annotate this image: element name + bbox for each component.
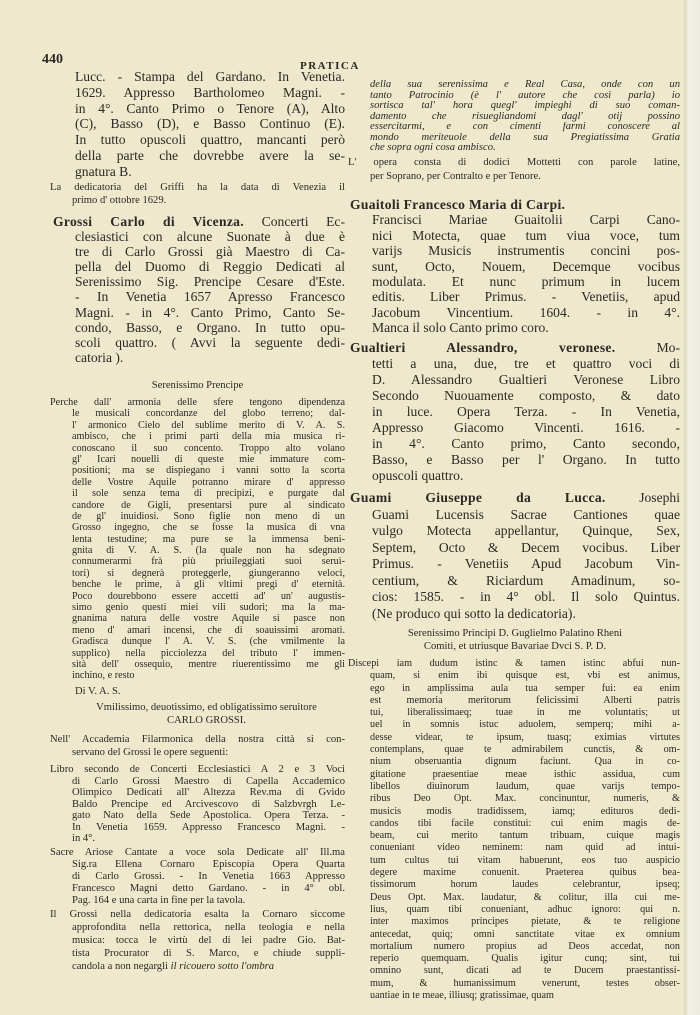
line-text: Manca il solo Canto primo coro.	[372, 320, 549, 336]
text-line	[72, 579, 345, 590]
text-line	[372, 606, 680, 623]
line-text: mortalium numero propius ad Deos accedat, non	[370, 940, 680, 952]
text-line	[372, 212, 680, 227]
line-text: Il Grossi nella dedicatoria esalta la Cornaro siccome	[50, 909, 345, 920]
line-text: Guami Lucensis Sacrae Cantiones quae	[372, 506, 680, 522]
text-line	[72, 822, 345, 834]
line-text: inchino, e resto	[72, 670, 135, 682]
line-text: tetti a una, due, tre et quattro voci di	[372, 356, 680, 371]
line-text: nici Motecta, quae tum viua voce, tum	[372, 227, 680, 243]
text-line	[370, 842, 680, 854]
text-line	[370, 818, 680, 830]
text-line	[72, 921, 345, 934]
line-text: est memoria meritorum felicissimi Alberti patris	[370, 694, 680, 706]
text-line	[370, 143, 680, 154]
line-text: damento che risuegliandomi dagl' otij possino	[370, 111, 680, 122]
page-number: 440	[42, 52, 63, 67]
line-text: Olimpico Dedicati all' Altezza Rev.ma di Gvido	[72, 787, 345, 798]
text-line	[72, 613, 345, 624]
text-line	[372, 404, 680, 420]
line-text: nium obseruantia dignum faciunt. Qua in co-	[370, 756, 680, 768]
line-text: catoria ).	[75, 349, 124, 365]
text-line	[72, 895, 345, 907]
text-line	[50, 847, 345, 859]
text-line	[370, 769, 680, 781]
line-text: Jacobum Vincentium. 1604. - in 4°.	[372, 304, 680, 320]
text-line	[75, 335, 345, 350]
text-line	[370, 867, 680, 879]
text-line	[372, 259, 680, 274]
text-line	[370, 892, 680, 904]
entry-guami	[350, 490, 680, 622]
line-text: contemplans, quae te admirabilem cunctis, & om-	[370, 744, 680, 756]
entry-gualtieri	[350, 340, 680, 484]
text-line	[350, 627, 680, 640]
line-text: inter maximos principes pietate, & te religione	[370, 916, 680, 928]
line-text: Comiti, et utriusque Bavariae Dvci S. P. D.	[423, 641, 607, 652]
line-text: candore de Gigli, presentarsi pure al sindicato	[72, 499, 345, 511]
entry-guaitoli	[350, 197, 680, 336]
line-text: connumerarmi frà più priuileggiati suoi serui-	[72, 556, 345, 568]
text-line	[372, 589, 680, 606]
text-line	[370, 781, 680, 793]
text-line	[370, 830, 680, 842]
text-line	[75, 69, 345, 85]
text-line	[75, 164, 345, 180]
dedication-closing	[75, 685, 275, 698]
line-text: Perche dall' armonia delle sfere tengono dipendenza	[50, 397, 345, 408]
line-text: clesiastici con alcune Suonate à due è	[75, 229, 345, 245]
text-line	[370, 904, 680, 916]
line-text: reperio quemquam. Qualis igitur cunq; sint, tui	[370, 953, 680, 965]
line-text: uantiae in te meae, illiusq; gratissimae, quam	[370, 990, 554, 1002]
text-line	[372, 228, 680, 243]
text-line	[53, 214, 345, 229]
text-line	[72, 810, 345, 822]
line-text: in 4°. Canto primo, Canto secondo,	[372, 436, 680, 451]
text-line	[372, 372, 680, 388]
text-line	[72, 591, 345, 602]
line-text: centium, & Riciardum Amadinum, so-	[372, 572, 680, 588]
line-text: Discepi iam dudum istinc & tamen istinc abfui nun-	[348, 658, 680, 669]
text-line	[75, 132, 345, 148]
line-text: beam, cui merito tantum tribuam, cuique magis	[370, 830, 680, 842]
line-text: - In Venetia 1657 Apresso Francesco	[75, 289, 345, 305]
text-line	[68, 714, 345, 727]
line-text: tori) si degnerà proteggerle, giungeranno veloci,	[72, 567, 345, 579]
text-line	[372, 388, 680, 404]
text-line	[72, 465, 345, 476]
text-line	[372, 556, 680, 573]
text-line	[72, 636, 345, 647]
line-text: In tutto opuscoli quattro, mancanti però	[75, 132, 345, 148]
line-text: vulgo Motecta appellantur, Quinque, Sex,	[372, 523, 680, 538]
text-line	[350, 490, 680, 507]
text-line	[370, 170, 680, 184]
line-text: Poco dourebbono essere accetti ad' un' augustis-	[72, 590, 345, 602]
text-line	[370, 122, 680, 133]
text-line	[72, 511, 345, 522]
text-line	[50, 764, 345, 776]
line-text: tanto Patrocinio (è l' autore che così parla) io	[370, 90, 680, 101]
running-head: PRATICA	[300, 60, 360, 72]
line-text: (Ne produco qui sotto la dedicatoria).	[372, 605, 576, 621]
line-text: tum cultus tui vitam habuerunt, eos tuo auspicio	[370, 854, 680, 866]
text-line	[370, 133, 680, 144]
text-line	[75, 101, 345, 117]
line-text: in 4°. Canto Primo o Tenore (A), Alto	[75, 100, 345, 116]
text-line	[68, 701, 345, 714]
text-line	[72, 934, 345, 947]
text-line	[72, 477, 345, 488]
note-opera-consta	[348, 156, 680, 184]
text-line	[372, 320, 680, 335]
entry-heading: Gualtieri Alessandro, veronese.	[350, 340, 616, 355]
line-text: scoli quattro. ( Avvi la seguente dedi-	[75, 334, 345, 350]
line-text: Lucc. - Stampa del Gardano. In Venetia.	[75, 69, 345, 84]
line-text: tista Procurator di S. Marco, e chiude suppli-	[72, 948, 345, 959]
text-line	[72, 648, 345, 659]
text-line	[72, 522, 345, 533]
text-line	[72, 947, 345, 960]
text-line	[50, 379, 345, 392]
text-line	[370, 941, 680, 953]
text-line	[50, 397, 345, 408]
text-line	[72, 833, 345, 845]
line-text: gnanima natura delle vostre Aquile si pasce non	[72, 613, 345, 625]
line-text: Appresso Giacomo Vincenti. 1616. -	[372, 420, 680, 435]
text-line	[72, 454, 345, 465]
line-text: il sole senza tema di precipizi, e purgate dal	[72, 488, 345, 500]
line-text: conoscano il suo concento. Troppo alto volano	[72, 442, 345, 454]
line-text: condo, Basso, e Organo. In tutto opu-	[75, 319, 345, 335]
dedication-salutation	[50, 379, 345, 392]
line-text: Deus Opt. Max. laudatur, & colitur, illa cui me-	[370, 891, 680, 903]
line-text: gato Nato della Sede Apostolica. Opera Terza. -	[72, 810, 345, 821]
line-text: opuscoli quattro.	[372, 468, 464, 483]
text-line	[370, 695, 680, 707]
line-text: ribus Deo Opt. Max. concinuntur, numeris, &	[370, 793, 680, 805]
text-line	[72, 443, 345, 454]
text-line	[75, 259, 345, 274]
line-text: de gl' inuidiosi. Sono figlie non meno di un	[72, 510, 345, 522]
text-line	[372, 573, 680, 590]
line-text: tissimorum horum laudes celebrantur, ipseq;	[370, 879, 680, 891]
line-text: Francesco Magni detto Gardano. - in 4° obl.	[72, 883, 345, 894]
line-text: che sopra ogni cosa ambisco.	[370, 143, 496, 153]
text-line	[72, 871, 345, 883]
entry-heading: Guaitoli Francesco Maria di Carpi.	[350, 197, 566, 212]
line-text: gnita di V. A. S. (la quale non ha sdegnato	[72, 545, 345, 557]
text-line	[75, 274, 345, 289]
dedication-text	[50, 397, 345, 682]
text-line	[370, 855, 680, 867]
text-line	[372, 305, 680, 320]
note-accademia	[50, 733, 345, 760]
line-text: omnino sunt, dicati ad te Ducem praestantissi-	[370, 965, 680, 977]
text-line	[370, 719, 680, 731]
text-line	[75, 116, 345, 132]
line-text: di Carlo Grossi Maestro di Capella Accademico	[72, 775, 345, 787]
line-text: modulata. Et nunc primum in lucem	[372, 273, 680, 289]
dedication-signature	[68, 701, 345, 727]
text-line	[72, 659, 345, 670]
line-text: simo genio questi miei vili sudori; ma la ma-	[72, 602, 345, 614]
text-line	[350, 340, 680, 356]
line-text: antecedat, quiq; omni sanctitate vitae ex omnium	[370, 928, 680, 940]
text-line	[72, 787, 345, 799]
text-line	[75, 148, 345, 164]
line-text: lenta testudine; ma pure se la immensa beni-	[72, 533, 345, 545]
text-line	[370, 80, 680, 91]
line-text: Serenissimo Prencipe	[151, 380, 244, 391]
line-text: musica: tocca le virtù del di lei padre Gio. Bat-	[72, 935, 345, 946]
text-line	[372, 274, 680, 289]
line-text: (C), Basso (D), e Basso Continuo (E).	[75, 116, 345, 132]
line-text: varijs Musicis instrumentis concini pos-	[372, 243, 680, 259]
text-line	[50, 733, 345, 746]
line-text: positioni; ma se dispiegano i vanni sotto la scorta	[72, 465, 345, 477]
text-line	[348, 658, 680, 670]
line-text: primo d' ottobre 1629.	[72, 195, 167, 206]
line-text: uel in somnis istuc aduolem, semperq; mihi a-	[370, 719, 680, 731]
line-text: Josephi	[639, 490, 680, 505]
text-line	[75, 85, 345, 101]
page-edge	[684, 0, 700, 1015]
text-line	[370, 793, 680, 805]
line-text: pella del Duomo di Reggio Dedicati al	[75, 259, 345, 275]
text-line	[372, 468, 680, 484]
line-text: Magni. - in 4°. Canto Primo, Canto Se-	[75, 304, 345, 320]
line-text: sunt, Octo, Nouem, Decemque vocibus	[372, 258, 680, 274]
line-text: La dedicatoria del Griffi ha la data di Venezia il	[50, 182, 345, 193]
line-text: Secondo Nuouamente composto, & dato	[372, 388, 680, 403]
text-line	[72, 534, 345, 545]
text-line	[372, 420, 680, 436]
text-line	[372, 452, 680, 468]
line-text: Concerti Ec-	[261, 214, 345, 229]
text-line	[370, 670, 680, 682]
line-text: quam, si enim ibi quisque est, vbi est animus,	[370, 670, 680, 682]
line-text: Baldo Prencipe ed Arcivescovo di Salzbvrgh Le-	[72, 798, 345, 810]
text-line	[372, 507, 680, 524]
line-text: Sacre Ariose Cantate a voce sola Dedicate all' Ill.ma	[50, 847, 345, 858]
line-text: per Soprano, per Contralto e per Tenore.	[370, 171, 541, 182]
text-line	[72, 556, 345, 567]
text-line	[372, 243, 680, 258]
line-text: l' armonico Cielo del sublime merito di V. A. S.	[72, 419, 345, 431]
text-line	[370, 978, 680, 990]
line-text: di Carlo Grossi. - In Venetia 1663 Appresso	[72, 871, 345, 882]
text-line	[370, 929, 680, 941]
line-text: Pag. 164 e una carta in fine per la tavola.	[72, 895, 246, 906]
line-text: candos tibi facile constitui: cui enim magis de-	[370, 817, 680, 829]
text-line	[370, 990, 680, 1002]
line-text: In Venetia 1659. Appresso Francesco Magni. -	[72, 821, 345, 833]
line-text: delle Vostre Aquile potranno mirare d' appresso	[72, 476, 345, 488]
text-line	[72, 960, 345, 973]
text-line	[72, 602, 345, 613]
line-text: approfondita nella rettorica, nella teologia e nella	[72, 922, 345, 933]
line-text: Grosso ingegno, che se fosse la musica di vna	[72, 522, 345, 534]
line-text: candola a non negargli	[72, 961, 168, 972]
text-line	[72, 883, 345, 895]
entry-grossi	[53, 214, 345, 365]
line-text: musicis modis tradidissem, iamq; edituros dedi-	[370, 805, 680, 817]
text-line	[372, 289, 680, 304]
line-text: cios: 1585. - in 4° obl. Il solo Quintus.	[372, 589, 680, 604]
text-line	[75, 685, 275, 698]
text-line	[370, 953, 680, 965]
text-line	[372, 436, 680, 452]
text-line	[72, 194, 345, 207]
text-line	[372, 540, 680, 557]
line-text: D. Alessandro Gualtieri Veronese Libro	[372, 372, 680, 387]
text-line	[50, 181, 345, 194]
text-line	[75, 305, 345, 320]
line-text: Basso, e Basso per l' Organo. In tutto	[372, 452, 680, 467]
text-line	[72, 488, 345, 499]
text-line	[72, 799, 345, 811]
text-line	[75, 244, 345, 259]
text-line	[370, 112, 680, 123]
work-libro-secondo	[50, 764, 345, 845]
line-text: in luce. Opera Terza. - In Venetia,	[372, 404, 680, 419]
text-line	[50, 908, 345, 921]
line-text: Primus. - Venetiis Apud Jacobum Vin-	[372, 556, 680, 571]
line-text: libellos diuinorum laudum, quae varijs tempo-	[370, 780, 680, 792]
line-text: ambisco, che i primi parti della mia musica ri-	[72, 431, 345, 443]
text-line	[72, 859, 345, 871]
line-text: Libro secondo de Concerti Ecclesiastici A 2 e 3 Voci	[50, 764, 345, 775]
text-line	[75, 350, 345, 365]
line-text: servano del Grossi le opere seguenti:	[72, 747, 229, 759]
line-text: gnatura B.	[75, 163, 132, 179]
text-line	[72, 746, 345, 759]
line-text: Mo-	[656, 340, 680, 355]
line-text: ego in amplissima aula tua semper fui: ea enim	[370, 682, 680, 694]
text-line	[370, 101, 680, 112]
line-text: le musicali concordanze del globo terreno; dal-	[72, 408, 345, 420]
line-text: Septem, Octo & Decem vocibus. Liber	[372, 539, 680, 555]
line-text: sortisca tal' hora quegl' impieghi di suo coman-	[370, 101, 680, 111]
line-text: L' opera consta di dodici Mottetti con parole latine,	[348, 157, 680, 168]
line-text: della parte che dovrebbe avere la se-	[75, 147, 345, 163]
line-text: desse videar, te ipsum, tuasq; eximias virtutes	[370, 731, 680, 743]
text-line	[372, 356, 680, 372]
text-line	[72, 568, 345, 579]
text-line	[370, 91, 680, 102]
text-line	[370, 707, 680, 719]
line-text: CARLO GROSSI.	[167, 715, 246, 726]
text-line	[370, 806, 680, 818]
line-text: Nell' Accademia Filarmonica della nostra città si con-	[50, 734, 345, 745]
note-griffi-dedication	[50, 181, 345, 207]
line-text: lius, quam tibi conueniant, adhuc ignoro: qui n.	[370, 903, 680, 915]
latin-dedication-text	[348, 658, 680, 1002]
line-text: mondo meriteuole della sua Pregiatissima Gratia	[370, 132, 680, 143]
text-line	[72, 431, 345, 442]
latin-dedication-salutation	[350, 627, 680, 653]
text-line	[370, 732, 680, 744]
text-line	[75, 320, 345, 335]
line-text: Gradisca dunque l' A. V. S. (che vmilmente la	[72, 636, 345, 648]
text-line	[370, 756, 680, 768]
line-text: gitatione praesentiae meae isthic assidua, cum	[370, 768, 680, 780]
note-grossi-dedication	[50, 908, 345, 973]
text-line	[370, 683, 680, 695]
text-line	[370, 916, 680, 928]
quoted-dedication-italic	[370, 80, 680, 154]
work-sacre-ariose	[50, 847, 345, 907]
line-text: in 4°.	[72, 833, 96, 844]
line-text: Francisci Mariae Guaitolii Carpi Cano-	[372, 212, 680, 228]
line-text: meno d' amari incensi, che di soauissimi aromati.	[72, 624, 345, 636]
text-line	[75, 289, 345, 304]
text-line	[350, 197, 680, 212]
entry-heading: Grossi Carlo di Vicenza.	[53, 214, 244, 229]
text-line	[72, 776, 345, 788]
text-line	[370, 879, 680, 891]
text-line	[372, 523, 680, 540]
line-text: Vmilissimo, deuotissimo, ed obligatissimo seruitore	[96, 702, 317, 713]
line-text: essercitarmi, e con cimenti farmi conoscere al	[370, 122, 680, 132]
text-line	[72, 670, 345, 681]
line-text: supplico) nella picciolezza del tributo l' immen-	[72, 647, 345, 659]
line-text: Di V. A. S.	[75, 686, 121, 697]
line-text: tui, liberalissimaeq; tuae in me voluntatis; ut	[370, 707, 680, 719]
text-line	[350, 640, 680, 653]
line-text: tre di Carlo Grossi già Maestro di Ca-	[75, 244, 345, 260]
line-text: 1629. Appresso Bartholomeo Magni. -	[75, 84, 345, 100]
line-text: Serenissimo Sig. Prencipe Cesare d'Este.	[75, 274, 345, 290]
line-text: Serenissimo Principi D. Guglielmo Palatino Rheni	[407, 628, 623, 639]
line-text: conueniant video neminem: nam quid ad intui-	[370, 842, 680, 854]
line-text: degere maxime conuenit. Praeterea quibus bea-	[370, 867, 680, 879]
text-line	[370, 744, 680, 756]
line-text: benche le prime, à gli vltimi pregi d' eternità.	[72, 579, 345, 591]
text-line	[370, 965, 680, 977]
entry-heading: Guami Giuseppe da Lucca.	[350, 490, 606, 505]
line-text: della sua serenissima e Real Casa, onde con un	[370, 80, 680, 90]
text-line	[348, 156, 680, 170]
text-line	[75, 229, 345, 244]
line-text: sità dell' ossequio, mentre riuerentissimo me gli	[72, 658, 345, 670]
text-line	[72, 420, 345, 431]
line-text: gl' Icari nouelli di queste mie immature com-	[72, 453, 345, 465]
italic-phrase: il ricouero sotto l'ombra	[170, 961, 275, 972]
text-line	[72, 500, 345, 511]
line-text: mum, & humanissimum venerunt, testes obser-	[370, 977, 680, 989]
text-line	[72, 408, 345, 419]
line-text: Sig.ra Ellena Cornaro Episcopia Opera Quarta	[72, 859, 345, 870]
entry-continuation-griffi	[75, 69, 345, 180]
text-line	[72, 625, 345, 636]
line-text: editis. Liber Primus. - Venetiis, apud	[372, 289, 680, 305]
text-line	[72, 545, 345, 556]
